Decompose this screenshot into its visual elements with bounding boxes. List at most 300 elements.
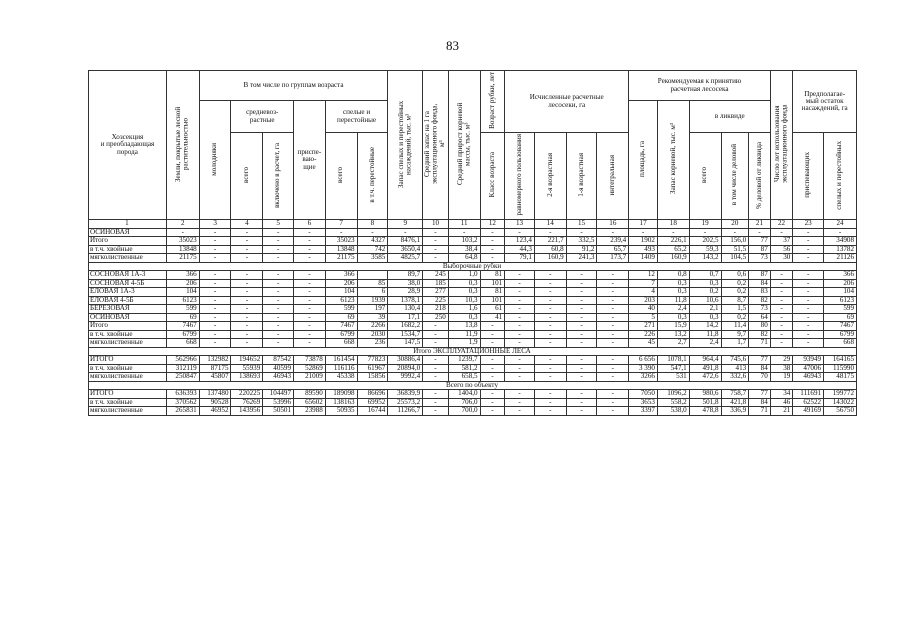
table-cell: 0,3 (689, 313, 721, 322)
table-cell: 0,3 (657, 279, 689, 288)
table-cell: - (294, 305, 326, 314)
table-cell: 143956 (231, 407, 263, 416)
column-number: 18 (657, 220, 689, 229)
column-number: 11 (448, 220, 480, 229)
table-cell: 83 (749, 288, 771, 297)
table-cell: 21126 (824, 254, 857, 263)
table-cell: - (505, 390, 535, 399)
table-cell: 104,5 (721, 254, 749, 263)
column-number: 24 (824, 220, 857, 229)
table-cell: 49169 (793, 407, 824, 416)
header-liquid: в ликвиде (689, 101, 770, 133)
table-cell: - (505, 356, 535, 365)
table-cell: 56750 (824, 407, 857, 416)
table-cell: 0,3 (448, 313, 480, 322)
table-cell: 245 (423, 271, 449, 280)
table-cell: 47006 (793, 364, 824, 373)
table-cell: 48175 (824, 373, 857, 382)
table-cell: 706,0 (448, 398, 480, 407)
table-row (89, 373, 857, 382)
table-cell: - (566, 398, 597, 407)
table-cell: 77 (749, 237, 771, 246)
table-cell: - (566, 288, 597, 297)
table-cell: 7467 (325, 322, 357, 331)
table-cell: 39 (357, 313, 388, 322)
column-number: 8 (357, 220, 388, 229)
row-label: ОСИНОВАЯ (89, 228, 167, 237)
table-cell: 562966 (166, 356, 199, 365)
table-cell: 77 (749, 390, 771, 399)
table-cell: - (793, 237, 824, 246)
table-cell: 239,4 (597, 237, 629, 246)
table-cell: - (597, 398, 629, 407)
table-cell: 16744 (357, 407, 388, 416)
table-cell: - (505, 330, 535, 339)
table-cell: - (480, 330, 505, 339)
table-cell: 13782 (824, 245, 857, 254)
table-cell: 8476,1 (388, 237, 423, 246)
table-cell: - (793, 330, 824, 339)
table-cell: - (231, 313, 263, 322)
table-cell: 64 (749, 313, 771, 322)
table-cell: 17,1 (388, 313, 423, 322)
table-cell: - (388, 228, 423, 237)
table-cell: 70 (749, 373, 771, 382)
column-number: 15 (566, 220, 597, 229)
column-number: 4 (231, 220, 263, 229)
row-label: Итого (89, 237, 167, 246)
table-cell: - (566, 330, 597, 339)
table-cell: 1,5 (721, 305, 749, 314)
table-cell: 137480 (199, 390, 231, 399)
table-cell: - (505, 364, 535, 373)
row-label: ИТОГО (89, 356, 167, 365)
table-cell: - (199, 322, 231, 331)
table-cell: 116116 (325, 364, 357, 373)
table-cell: 14,2 (689, 322, 721, 331)
table-cell: - (423, 373, 449, 382)
table-cell: 3266 (629, 373, 658, 382)
table-cell: - (566, 356, 597, 365)
table-cell: 4825,7 (388, 254, 423, 263)
table-cell: 558,2 (657, 398, 689, 407)
table-cell: 1404,0 (448, 390, 480, 399)
table-cell: 206 (824, 279, 857, 288)
table-row (89, 407, 857, 416)
header-avg-stock: Средний запас на 1 га эксплуатационного фонда, м³ (423, 71, 449, 220)
table-cell: 104497 (263, 390, 294, 399)
table-cell: 36839,9 (388, 390, 423, 399)
table-cell: - (657, 228, 689, 237)
table-cell: 164165 (824, 356, 857, 365)
section-label: Итого ЭКСПЛУАТАЦИОННЫЕ ЛЕСА (89, 347, 857, 356)
row-label: БЕРЕЗОВАЯ (89, 305, 167, 314)
table-cell: - (597, 322, 629, 331)
table-cell: 10,3 (448, 296, 480, 305)
forest-calculation-table (88, 70, 857, 416)
table-cell: - (721, 228, 749, 237)
table-cell: - (480, 356, 505, 365)
table-cell: - (793, 339, 824, 348)
table-cell: 104 (824, 288, 857, 297)
table-cell: 668 (325, 339, 357, 348)
table-cell: - (505, 296, 535, 305)
table-cell: - (793, 322, 824, 331)
header-liquid-pct: % деловой от ликвида (749, 133, 771, 220)
table-cell: 111691 (793, 390, 824, 399)
table-cell: - (199, 237, 231, 246)
table-cell: - (534, 288, 566, 297)
table-cell: 46 (770, 398, 793, 407)
table-cell: 250 (423, 313, 449, 322)
table-cell: - (597, 407, 629, 416)
table-cell: 366 (166, 271, 199, 280)
table-cell: 0,8 (657, 271, 689, 280)
table-cell: - (566, 390, 597, 399)
table-cell: - (770, 279, 793, 288)
table-cell: 2,4 (657, 305, 689, 314)
table-cell: 93949 (793, 356, 824, 365)
table-cell: - (294, 245, 326, 254)
table-cell: 241,3 (566, 254, 597, 263)
table-cell: 89,7 (388, 271, 423, 280)
column-number-row (89, 220, 857, 229)
table-cell: 45 (629, 339, 658, 348)
row-label: мягколиственные (89, 254, 167, 263)
table-cell: 6123 (325, 296, 357, 305)
table-cell: - (534, 313, 566, 322)
table-cell: - (793, 254, 824, 263)
table-cell: - (294, 339, 326, 348)
table-cell: - (505, 271, 535, 280)
table-cell: 271 (629, 322, 658, 331)
table-cell: 1,6 (448, 305, 480, 314)
table-cell: 745,6 (721, 356, 749, 365)
table-cell: - (770, 271, 793, 280)
table-cell: 0,3 (689, 279, 721, 288)
table-cell: 980,6 (689, 390, 721, 399)
table-cell: 700,0 (448, 407, 480, 416)
header-avg-growth: Средний прирост корневой массы, тыс. м³ (448, 71, 480, 220)
row-label: СОСНОВАЯ 1А-3 (89, 271, 167, 280)
table-cell: - (566, 228, 597, 237)
table-cell: - (199, 288, 231, 297)
table-cell: 52869 (294, 364, 326, 373)
table-cell: 77 (749, 356, 771, 365)
table-cell: - (534, 228, 566, 237)
table-cell: 9,7 (721, 330, 749, 339)
table-cell: 82 (749, 330, 771, 339)
table-cell: - (294, 330, 326, 339)
header-middle-included: включено в расчет, га (263, 133, 294, 220)
table-cell: 160,9 (534, 254, 566, 263)
row-label: ЕЛОВАЯ 4-5Б (89, 296, 167, 305)
table-cell: 1378,1 (388, 296, 423, 305)
table-cell: - (263, 313, 294, 322)
header-remaining-stands: Предполагае- мый остаток насаждений, га (793, 71, 857, 133)
table-cell: - (793, 296, 824, 305)
table-cell: 7050 (629, 390, 658, 399)
table-cell: 599 (325, 305, 357, 314)
table-cell: 30 (770, 254, 793, 263)
table-cell: 34 (770, 390, 793, 399)
table-cell: - (480, 254, 505, 263)
table-cell: - (793, 271, 824, 280)
table-cell: - (505, 305, 535, 314)
table-cell: 46943 (263, 373, 294, 382)
header-middle-all: всего (231, 133, 263, 220)
column-number: 22 (770, 220, 793, 229)
header-age1: 1-я возрастная (566, 133, 597, 220)
table-cell: - (423, 390, 449, 399)
column-number: 23 (793, 220, 824, 229)
header-age-groups: В том числе по группам возраста (199, 71, 388, 101)
table-cell: - (505, 228, 535, 237)
table-cell: 15856 (357, 373, 388, 382)
header-recommended-cut: Рекомендуемая к принятию расчетная лесосека (629, 71, 771, 101)
table-cell: 12 (629, 271, 658, 280)
table-cell: 277 (423, 288, 449, 297)
column-number: 14 (534, 220, 566, 229)
table-cell: - (423, 322, 449, 331)
table-cell: - (505, 288, 535, 297)
table-cell: - (480, 245, 505, 254)
table-cell: 69 (166, 313, 199, 322)
table-cell: - (423, 339, 449, 348)
table-cell: 491,8 (689, 364, 721, 373)
table-cell: 147,5 (388, 339, 423, 348)
table-cell: 599 (824, 305, 857, 314)
section-header-row (89, 381, 857, 390)
table-cell: 41 (480, 313, 505, 322)
table-cell: 44,3 (505, 245, 535, 254)
table-cell: - (448, 228, 480, 237)
table-cell: - (566, 322, 597, 331)
table-cell: - (423, 245, 449, 254)
table-cell: - (423, 356, 449, 365)
table-cell: - (294, 322, 326, 331)
table-cell: 7467 (166, 322, 199, 331)
table-cell: 35023 (325, 237, 357, 246)
table-cell: 101 (480, 296, 505, 305)
column-number: 6 (294, 220, 326, 229)
table-cell: - (505, 322, 535, 331)
table-cell: - (534, 373, 566, 382)
table-cell: - (793, 228, 824, 237)
table-cell: - (597, 373, 629, 382)
table-cell: - (505, 279, 535, 288)
table-cell: - (770, 228, 793, 237)
header-rec-stock: Запас корневой, тыс. м³ (657, 101, 689, 220)
table-cell: 20894,0 (388, 364, 423, 373)
table-cell: - (263, 339, 294, 348)
table-cell: - (566, 313, 597, 322)
table-cell: 80 (749, 322, 771, 331)
table-cell: 0,3 (657, 288, 689, 297)
table-row (89, 279, 857, 288)
table-cell: - (480, 373, 505, 382)
table-cell: 30886,4 (388, 356, 423, 365)
table-cell: - (793, 305, 824, 314)
table-cell: 332,5 (566, 237, 597, 246)
table-cell: - (629, 228, 658, 237)
table-cell: 13,2 (657, 330, 689, 339)
table-cell: 2,7 (657, 339, 689, 348)
header-mature-all: всего (325, 133, 357, 220)
table-cell: 37 (770, 237, 793, 246)
page-number: 83 (446, 38, 459, 53)
table-cell: 1902 (629, 237, 658, 246)
table-cell: - (534, 407, 566, 416)
table-cell: 13848 (325, 245, 357, 254)
table-cell: - (199, 254, 231, 263)
table-cell: - (263, 254, 294, 263)
table-cell: 87 (749, 271, 771, 280)
table-cell: 658,5 (448, 373, 480, 382)
table-cell: 0,3 (657, 313, 689, 322)
column-number: 1 (89, 220, 167, 229)
table-cell: - (505, 373, 535, 382)
column-number: 17 (629, 220, 658, 229)
table-cell: 6799 (325, 330, 357, 339)
table-cell: - (534, 296, 566, 305)
table-cell: 61967 (357, 364, 388, 373)
table-cell: - (770, 288, 793, 297)
table-cell: - (597, 313, 629, 322)
table-cell: - (263, 288, 294, 297)
table-cell: 547,1 (657, 364, 689, 373)
table-cell: 6 656 (629, 356, 658, 365)
header-uniform: равномерного пользования (505, 133, 535, 220)
table-row (89, 245, 857, 254)
table-cell: 1,9 (448, 339, 480, 348)
table-cell: - (597, 271, 629, 280)
table-cell: - (597, 279, 629, 288)
table-cell: - (770, 322, 793, 331)
table-row (89, 288, 857, 297)
table-cell: - (231, 305, 263, 314)
table-cell: 265831 (166, 407, 199, 416)
table-cell: 103,2 (448, 237, 480, 246)
table-cell: - (231, 296, 263, 305)
table-cell: 4327 (357, 237, 388, 246)
table-cell: - (480, 228, 505, 237)
table-cell: - (534, 305, 566, 314)
table-cell: 81 (480, 288, 505, 297)
table-cell: 46943 (793, 373, 824, 382)
table-cell: - (263, 228, 294, 237)
table-cell: - (199, 245, 231, 254)
table-cell: - (597, 296, 629, 305)
table-cell: - (534, 271, 566, 280)
table-cell: 197 (357, 305, 388, 314)
table-cell: 11,8 (657, 296, 689, 305)
table-cell: 138163 (325, 398, 357, 407)
table-cell: 218 (423, 305, 449, 314)
table-cell: 65,2 (657, 245, 689, 254)
table-cell: - (770, 339, 793, 348)
table-cell: 1,7 (721, 339, 749, 348)
table-cell: 0,7 (689, 271, 721, 280)
table-cell: 202,5 (689, 237, 721, 246)
table-cell: - (199, 339, 231, 348)
table-cell: 3653 (629, 398, 658, 407)
table-cell: 599 (166, 305, 199, 314)
table-cell: 6 (357, 288, 388, 297)
table-cell: 2030 (357, 330, 388, 339)
table-cell: - (423, 407, 449, 416)
table-cell: 87542 (263, 356, 294, 365)
table-cell: 73 (749, 254, 771, 263)
column-number: 3 (199, 220, 231, 229)
table-cell: 220225 (231, 390, 263, 399)
table-cell: 3397 (629, 407, 658, 416)
table-cell: 2,4 (689, 339, 721, 348)
header-liquid-all: всего (689, 133, 721, 220)
table-cell: 478,8 (689, 407, 721, 416)
table-cell: - (566, 407, 597, 416)
table-cell: 69 (824, 313, 857, 322)
table-row (89, 228, 857, 237)
header-mature: спелые и перестойные (325, 101, 388, 133)
table-cell: - (480, 364, 505, 373)
table-cell: - (325, 228, 357, 237)
table-cell: - (597, 339, 629, 348)
table-cell: 38,4 (448, 245, 480, 254)
table-cell: 0,6 (721, 271, 749, 280)
table-cell: 104 (166, 288, 199, 297)
table-cell: 73 (749, 305, 771, 314)
table-cell: 29 (770, 356, 793, 365)
table-cell: - (597, 364, 629, 373)
table-cell: - (231, 279, 263, 288)
table-cell: 84 (749, 279, 771, 288)
table-cell: 370562 (166, 398, 199, 407)
table-row (89, 271, 857, 280)
table-cell: 71 (749, 407, 771, 416)
table-cell: 472,6 (689, 373, 721, 382)
table-cell: 132982 (199, 356, 231, 365)
table-cell: - (597, 330, 629, 339)
header-forest-area: Земли, покрытые лесной растительностью (166, 71, 199, 220)
header-cut-age: Возраст рубки, лет (480, 71, 505, 133)
table-cell: 493 (629, 245, 658, 254)
section-label: Выборочные рубки (89, 262, 857, 271)
table-cell: - (824, 228, 857, 237)
table-cell: 82 (749, 296, 771, 305)
table-cell: - (263, 245, 294, 254)
table-cell: 1,0 (448, 271, 480, 280)
table-cell: 62522 (793, 398, 824, 407)
table-cell: 6123 (166, 296, 199, 305)
table-cell: 55939 (231, 364, 263, 373)
table-cell: 77823 (357, 356, 388, 365)
column-number: 13 (505, 220, 535, 229)
table-cell: 1078,1 (657, 356, 689, 365)
table-cell: 90528 (199, 398, 231, 407)
header-rem-premature: приспевающих (793, 133, 824, 220)
table-cell: - (566, 339, 597, 348)
table-cell: 0,2 (689, 288, 721, 297)
table-cell: - (294, 313, 326, 322)
table-cell: 226,1 (657, 237, 689, 246)
table-row (89, 330, 857, 339)
table-cell: 6799 (824, 330, 857, 339)
table-cell: 421,8 (721, 398, 749, 407)
table-cell: - (294, 296, 326, 305)
table-cell: - (294, 288, 326, 297)
table-cell: 13,8 (448, 322, 480, 331)
